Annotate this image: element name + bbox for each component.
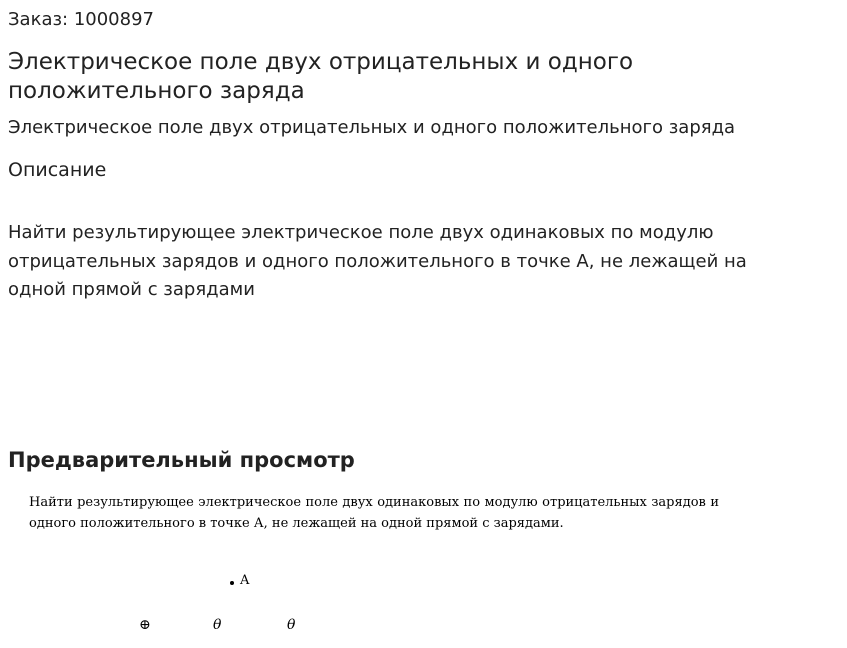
preview-text: Найти результирующее электрическое поле двух одинаковых по модулю отрицательных зарядов и одного положительного в точке А, не лежащей на одной прямой с зарядами. <box>29 495 719 531</box>
negative-charge-2: θ <box>287 617 296 633</box>
preview-area <box>0 480 847 648</box>
page-title: Электрическое поле двух отрицательных и одного положительного заряда <box>8 49 634 104</box>
positive-charge: ⊕ <box>139 617 151 633</box>
description-heading: Описание <box>8 159 107 181</box>
order-number: Заказ: 1000897 <box>8 9 154 30</box>
page-subtitle: Электрическое поле двух отрицательных и одного положительного заряда <box>8 117 736 138</box>
description-text: Найти результирующее электрическое поле двух одинаковых по модулю отрицательных зарядов и одного положительного в точке А, не лежащей на одной прямой с зарядами <box>8 222 747 300</box>
preview-heading: Предварительный просмотр <box>8 448 355 472</box>
negative-charge-1: θ <box>213 617 222 633</box>
point-a-label: A <box>240 573 250 588</box>
point-a-dot <box>230 581 234 585</box>
